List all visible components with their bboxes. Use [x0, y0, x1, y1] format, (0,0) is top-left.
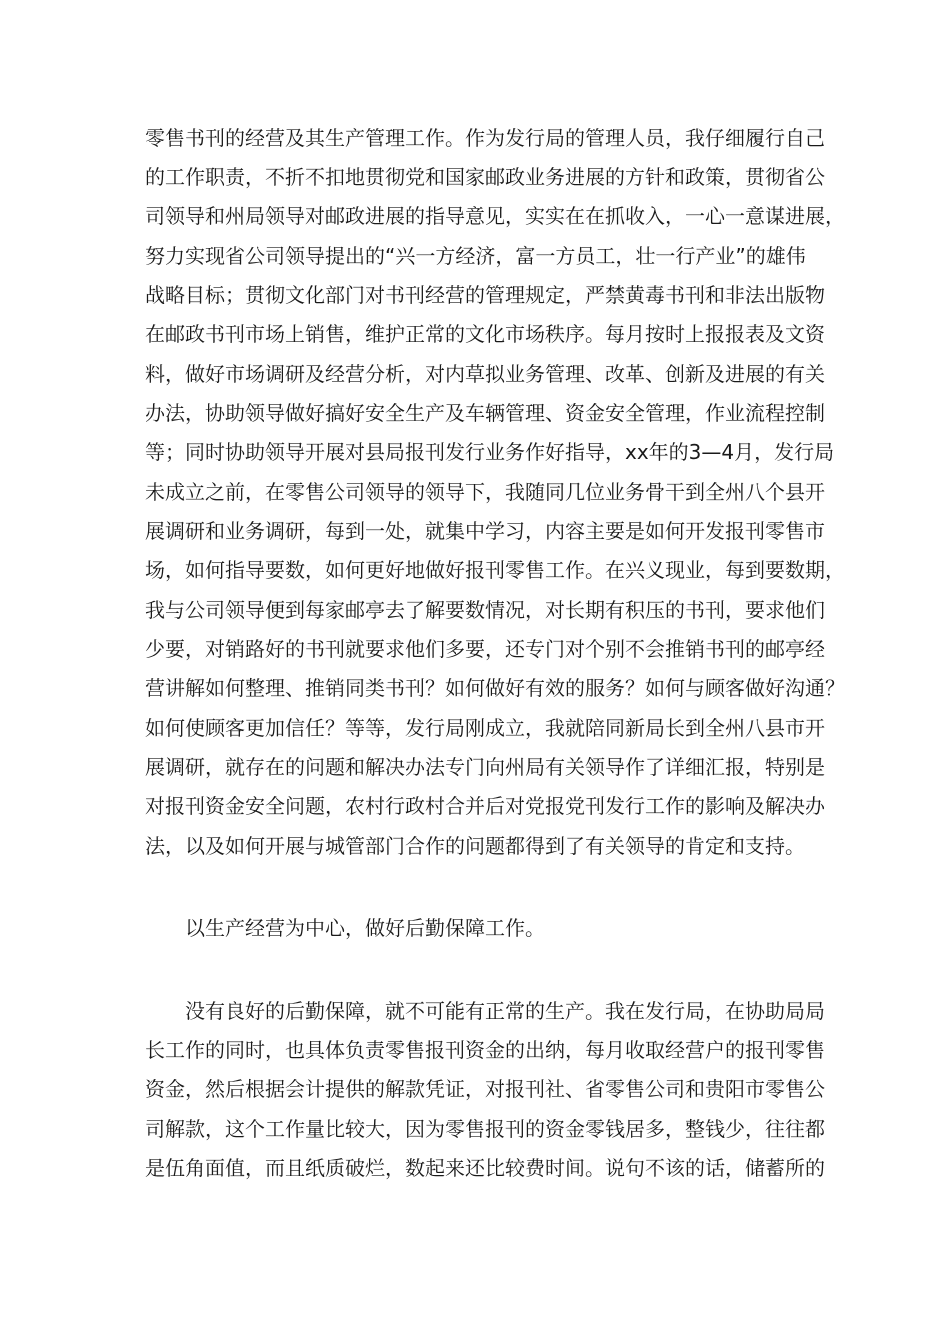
text-line: 展调研，就存在的问题和解决办法专门向州局有关领导作了详细汇报，特别是 — [145, 755, 825, 779]
text-line: 办法，协助领导做好搞好安全生产及车辆管理、资金安全管理，作业流程控制 — [145, 401, 825, 425]
text-line: 的工作职责，不折不扣地贯彻党和国家邮政业务进展的方针和政策，贯彻省公 — [145, 165, 825, 189]
text-line: 战略目标；贯彻文化部门对书刊经营的管理规定，严禁黄毒书刊和非法出版物 — [145, 283, 825, 307]
text-line: 以生产经营为中心，做好后勤保障工作。 — [185, 916, 545, 940]
text-line: 资金，然后根据会计提供的解款凭证，对报刊社、省零售公司和贵阳市零售公 — [145, 1077, 825, 1101]
text-line: 营讲解如何整理、推销同类书刊？如何做好有效的服务？如何与顾客做好沟通？ — [145, 676, 845, 700]
text-line: 我与公司领导便到每家邮亭去了解要数情况，对长期有积压的书刊，要求他们 — [145, 598, 825, 622]
text-line: 少要，对销路好的书刊就要求他们多要，还专门对个别不会推销书刊的邮亭经 — [145, 637, 825, 661]
text-line: 司解款，这个工作量比较大，因为零售报刊的资金零钱居多，整钱少，往往都 — [145, 1117, 825, 1141]
text-line: 司领导和州局领导对邮政进展的指导意见，实实在在抓收入，一心一意谋进展， — [145, 204, 845, 228]
text-line: 料，做好市场调研及经营分析，对内草拟业务管理、改革、创新及进展的有关 — [145, 362, 825, 386]
text-line: 等；同时协助领导开展对县局报刊发行业务作好指导，xx年的3—4月，发行局 — [145, 440, 835, 464]
text-line: 场，如何指导要数，如何更好地做好报刊零售工作。在兴义现业，每到要数期， — [145, 558, 845, 582]
text-line: 对报刊资金安全问题，农村行政村合并后对党报党刊发行工作的影响及解决办 — [145, 794, 825, 818]
text-line: 没有良好的后勤保障，就不可能有正常的生产。我在发行局，在协助局局 — [185, 999, 825, 1023]
text-line: 展调研和业务调研，每到一处，就集中学习，内容主要是如何开发报刊零售市 — [145, 519, 825, 543]
text-line: 是伍角面值，而且纸质破烂，数起来还比较费时间。说句不该的话，储蓄所的 — [145, 1156, 825, 1180]
text-line: 如何使顾客更加信任？等等，发行局刚成立，我就陪同新局长到全州八县市开 — [145, 716, 825, 740]
text-line: 长工作的同时，也具体负责零售报刊资金的出纳，每月收取经营户的报刊零售 — [145, 1038, 825, 1062]
text-line: 法，以及如何开展与城管部门合作的问题都得到了有关领导的肯定和支持。 — [145, 834, 805, 858]
text-line: 零售书刊的经营及其生产管理工作。作为发行局的管理人员，我仔细履行自己 — [145, 126, 825, 150]
text-line: 未成立之前，在零售公司领导的领导下，我随同几位业务骨干到全州八个县开 — [145, 480, 825, 504]
text-line: 努力实现省公司领导提出的“兴一方经济，富一方员工，壮一行产业”的雄伟 — [145, 244, 806, 268]
text-line: 在邮政书刊市场上销售，维护正常的文化市场秩序。每月按时上报报表及文资 — [145, 322, 825, 346]
